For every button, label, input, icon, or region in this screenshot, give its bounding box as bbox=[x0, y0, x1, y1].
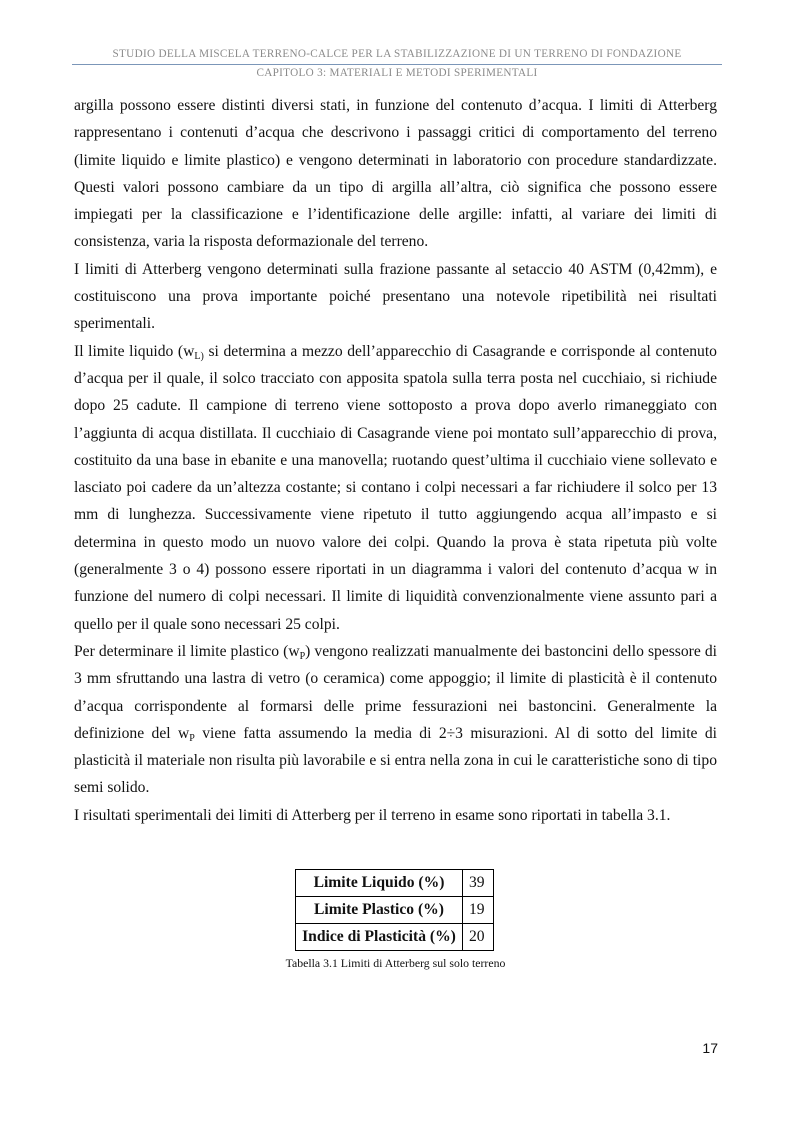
text-run: ) vengono realizzati manualmente dei bastoncini dello spessore di 3 mm sfruttando una lastra di vetro (o ceramica) come appoggio; il limite di plasticità è il contenuto d’acqua corrispondente al formarsi delle prime fessurazioni nei bastoncini. Generalmente la definizione del w bbox=[74, 642, 717, 742]
table-cell-value: 20 bbox=[463, 924, 494, 951]
table-cell-label: Indice di Plasticità (%) bbox=[296, 924, 463, 951]
paragraph: argilla possono essere distinti diversi stati, in funzione del contenuto d’acqua. I limiti di Atterberg rappresentano i contenuti d’acqua che descrivono i passaggi critici di comportamento del terreno (limite liquido e limite plastico) e vengono determinati in laboratorio con procedure standardizzate. Questi valori possono cambiare da un tipo di argilla all’altra, ciò significa che possono essere impiegati per la classificazione e l’identificazione delle argille: infatti, al variare dei limiti di consistenza, varia la risposta deformazionale del terreno. bbox=[74, 97, 717, 251]
table-cell-value: 19 bbox=[463, 897, 494, 924]
running-header-chapter: CAPITOLO 3: MATERIALI E METODI SPERIMENTALI bbox=[256, 67, 538, 79]
subscript: L) bbox=[194, 350, 204, 362]
text-run: si determina a mezzo dell’apparecchio di Casagrande e corrisponde al contenuto d’acqua per il quale, il solco tracciato con apposita spatola sulla terra posta nel cucchiaio, si richiude dopo 25 cadute. Il campione di terreno viene sottoposto a prova dopo averlo rimaneggiato con l’aggiunta di acqua distillata. Il cucchiaio di Casagrande viene poi montato sull’apparecchio di prova, costituito da una base in ebanite e una manovella; ruotando quest’ultima il cucchiaio viene sollevato e lasciato poi cadere da un’altezza costante; si contano i colpi necessari a far richiudere il solco per 13 mm di lunghezza. Successivamente viene ripetuto il tutto aggiungendo acqua all’impasto e si determina in questo modo un nuovo valore dei colpi. Quando la prova è stata ripetuta più volte (generalmente 3 o 4) possono essere riportati in un diagramma i valori del contenuto d’acqua w in funzione del numero di colpi necessari. Il limite di liquidità convenzionalmente viene assunto pari a quello per il quale sono necessari 25 colpi. bbox=[74, 342, 717, 633]
subscript: P bbox=[299, 650, 306, 662]
text-run: viene fatta assumendo la media di 2÷3 misurazioni. Al di sotto del limite di plasticità il materiale non risulta più lavorabile e si entra nella zona in cui le caratteristiche sono di tipo semi solido. bbox=[74, 724, 717, 797]
table-row bbox=[296, 897, 494, 924]
table-row bbox=[296, 870, 494, 897]
atterberg-limits-table bbox=[295, 869, 494, 951]
text-run: Per determinare il limite plastico (w bbox=[74, 642, 300, 660]
table-cell-value: 39 bbox=[463, 870, 494, 897]
paragraph bbox=[74, 338, 717, 638]
paragraph: I limiti di Atterberg vengono determinati sulla frazione passante al setaccio 40 ASTM (0,42mm), e costituiscono una prova importante poiché presentano una notevole ripetibilità nei risultati sperimentali. bbox=[74, 260, 717, 333]
table-row bbox=[296, 924, 494, 951]
running-header-title: STUDIO DELLA MISCELA TERRENO-CALCE PER LA STABILIZZAZIONE DI UN TERRENO DI FONDAZIONE bbox=[112, 48, 682, 60]
paragraph: I risultati sperimentali dei limiti di Atterberg per il terreno in esame sono riportati in tabella 3.1. bbox=[74, 806, 671, 824]
subscript: P bbox=[189, 732, 195, 744]
header-rule bbox=[72, 64, 722, 65]
table-caption: Tabella 3.1 Limiti di Atterberg sul solo terreno bbox=[285, 956, 506, 970]
text-run: Il limite liquido (w bbox=[74, 342, 195, 360]
page-number: 17 bbox=[702, 1040, 718, 1056]
body-text bbox=[74, 92, 717, 829]
table-cell-label: Limite Liquido (%) bbox=[296, 870, 463, 897]
paragraph bbox=[74, 638, 717, 802]
table-cell-label: Limite Plastico (%) bbox=[296, 897, 463, 924]
